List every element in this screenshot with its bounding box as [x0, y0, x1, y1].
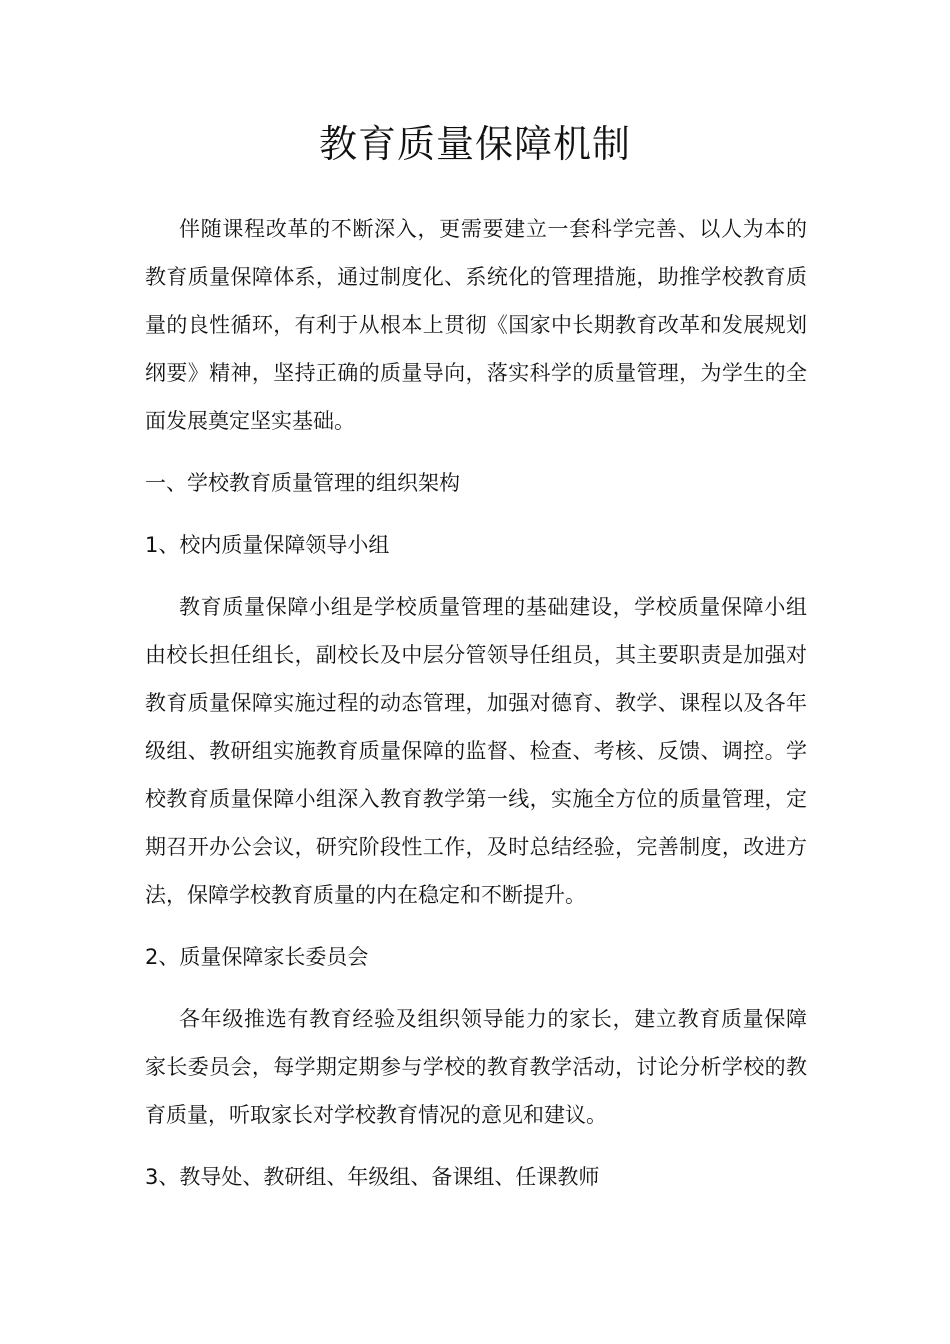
item-1-heading: 1、校内质量保障领导小组: [145, 533, 390, 557]
item-3-heading: 3、教导处、教研组、年级组、备课组、任课教师: [145, 1165, 600, 1189]
item-2-paragraph: 各年级推选有教育经验及组织领导能力的家长，建立教育质量保障家长委员会，每学期定期参与学校的教育教学活动，讨论分析学校的教育质量，听取家长对学校教育情况的意见和建议。: [145, 1007, 807, 1127]
document-title: 教育质量保障机制: [318, 122, 631, 166]
item-2-heading: 2、质量保障家长委员会: [145, 945, 369, 969]
item-1-paragraph: 教育质量保障小组是学校质量管理的基础建设，学校质量保障小组由校长担任组长，副校长及中层分管领导任组员，其主要职责是加强对教育质量保障实施过程的动态管理，加强对德育、教学、课程以及各年级组、教研组实施教育质量保障的监督、检查、考核、反馈、调控。学校教育质量保障小组深入教育教学第一线，实施全方位的质量管理，定期召开办公会议，研究阶段性工作，及时总结经验，完善制度，改进方法，保障学校教育质量的内在稳定和不断提升。: [145, 595, 807, 907]
section-1-heading: 一、学校教育质量管理的组织架构: [145, 471, 460, 495]
document-body: [145, 205, 807, 1201]
intro-paragraph: 伴随课程改革的不断深入，更需要建立一套科学完善、以人为本的教育质量保障体系，通过制度化、系统化的管理措施，助推学校教育质量的良性循环，有利于从根本上贯彻《国家中长期教育改革和发展规划纲要》精神，坚持正确的质量导向，落实科学的质量管理，为学生的全面发展奠定坚实基础。: [145, 217, 807, 433]
